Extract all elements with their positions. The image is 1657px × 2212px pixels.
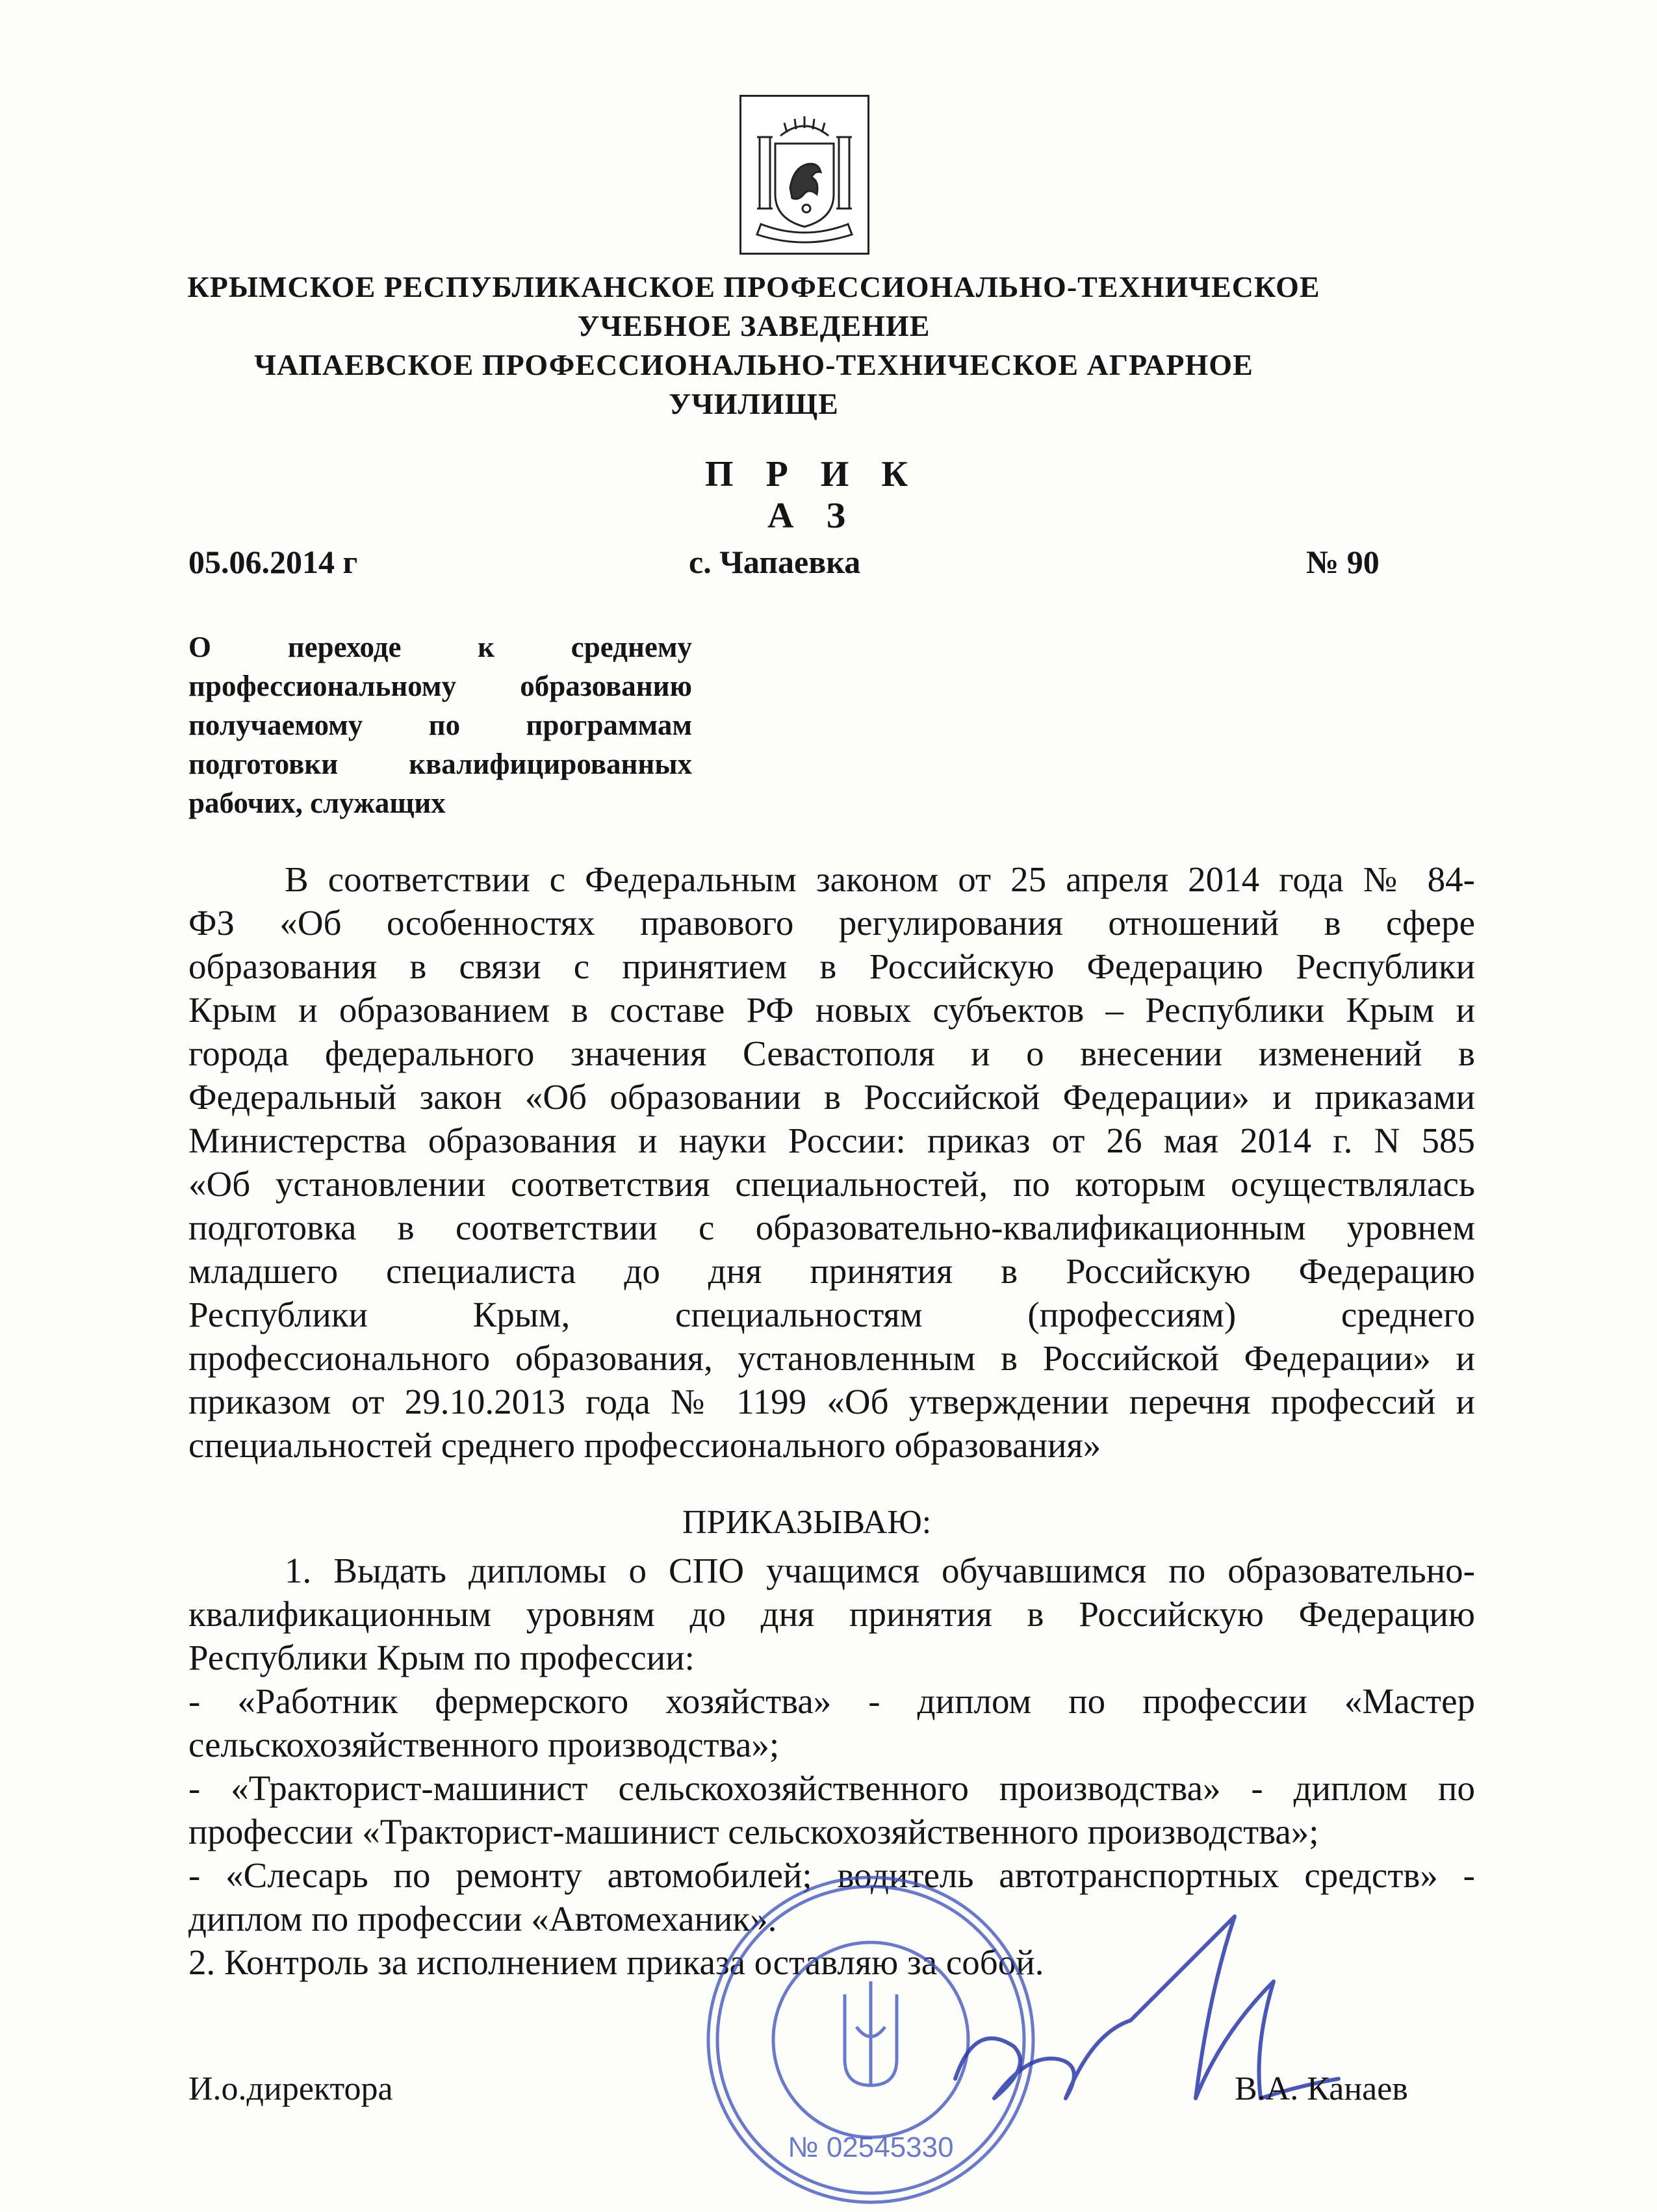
- item-line: квалификационным уровням до дня принятия в Российскую Федерацию: [188, 1594, 1475, 1634]
- preamble-line: специальностей среднего профессионального образования»: [188, 1425, 1101, 1465]
- subject-line: О переходе к среднему: [188, 631, 692, 663]
- preamble-line: «Об установлении соответствия специальностей, по которым осуществлялась: [188, 1164, 1475, 1204]
- item-line: Республики Крым по профессии:: [188, 1638, 695, 1677]
- order-subject: [188, 628, 692, 822]
- item-line: 2. Контроль за исполнением приказа оставляю за собой.: [188, 1942, 1044, 1982]
- order-number: № 90: [1306, 544, 1380, 580]
- preamble-line: младшего специалиста до дня принятия в Российскую Федерацию: [188, 1251, 1475, 1291]
- order-date: 05.06.2014 г: [188, 544, 358, 580]
- stamp-number: № 02545330: [788, 2131, 954, 2163]
- item-line: - «Слесарь по ремонту автомобилей; водитель автотранспортных средств» -: [188, 1855, 1475, 1895]
- preamble-line: профессионального образования, установленным в Российской Федерации» и: [188, 1338, 1475, 1378]
- institution-name-line-1: КРЫМСКОЕ РЕСПУБЛИКАНСКОЕ ПРОФЕССИОНАЛЬНО-ТЕХНИЧЕСКОЕ: [187, 270, 1320, 303]
- preamble-line: приказом от 29.10.2013 года № 1199 «Об утверждении перечня профессий и: [188, 1382, 1475, 1421]
- subject-line: профессиональному образованию: [188, 670, 692, 702]
- preamble-line: ФЗ «Об особенностях правового регулирования отношений в сфере: [188, 903, 1475, 943]
- preamble-line: подготовка в соответствии с образовательно-квалификационным уровнем: [188, 1208, 1475, 1247]
- item-line: - «Работник фермерского хозяйства» - диплом по профессии «Мастер: [188, 1681, 1475, 1721]
- subject-line: получаемому по программам: [188, 709, 692, 741]
- order-place: с. Чапаевка: [689, 544, 861, 580]
- preamble-line: Крым и образованием в составе РФ новых субъектов – Республики Крым и: [188, 990, 1475, 1030]
- subject-line: рабочих, служащих: [188, 787, 446, 819]
- preamble-line: города федерального значения Севастополя и о внесении изменений в: [188, 1034, 1475, 1073]
- item-line: профессии «Тракторист-машинист сельскохозяйственного производства»;: [188, 1812, 1319, 1851]
- item-line: - «Тракторист-машинист сельскохозяйственного производства» - диплом по: [188, 1768, 1475, 1808]
- institution-name-line-3: ЧАПАЕВСКОЕ ПРОФЕССИОНАЛЬНО-ТЕХНИЧЕСКОЕ АГРАРНОЕ УЧИЛИЩЕ: [254, 348, 1253, 420]
- preamble-line: образования в связи с принятием в Российскую Федерацию Республики: [188, 947, 1475, 986]
- signer-name: В.А. Канаев: [1235, 2070, 1408, 2107]
- preamble-line: Министерства образования и науки России: приказ от 26 мая 2014 г. N 585: [188, 1121, 1475, 1160]
- preamble-line: Республики Крым, специальностям (профессиям) среднего: [188, 1295, 1475, 1334]
- document-title: П Р И К А З: [705, 454, 919, 536]
- preamble-paragraph: [188, 858, 1475, 1467]
- preamble-line: В соответствии с Федеральным законом от 25 апреля 2014 года № 84-: [285, 859, 1475, 899]
- item-line: сельскохозяйственного производства»;: [188, 1725, 780, 1764]
- institution-name-line-2: УЧЕБНОЕ ЗАВЕДЕНИЕ: [577, 309, 931, 342]
- item-line: 1. Выдать дипломы о СПО учащимся обучавшимся по образовательно-: [285, 1551, 1475, 1590]
- preamble-line: Федеральный закон «Об образовании в Российской Федерации» и приказами: [188, 1077, 1475, 1117]
- signer-position: И.о.директора: [188, 2070, 393, 2107]
- decree-heading: ПРИКАЗЫВАЮ:: [682, 1504, 932, 1541]
- item-line: диплом по профессии «Автомеханик».: [188, 1899, 777, 1939]
- subject-line: подготовки квалифицированных: [188, 748, 692, 780]
- coat-of-arms-emblem: [739, 95, 869, 255]
